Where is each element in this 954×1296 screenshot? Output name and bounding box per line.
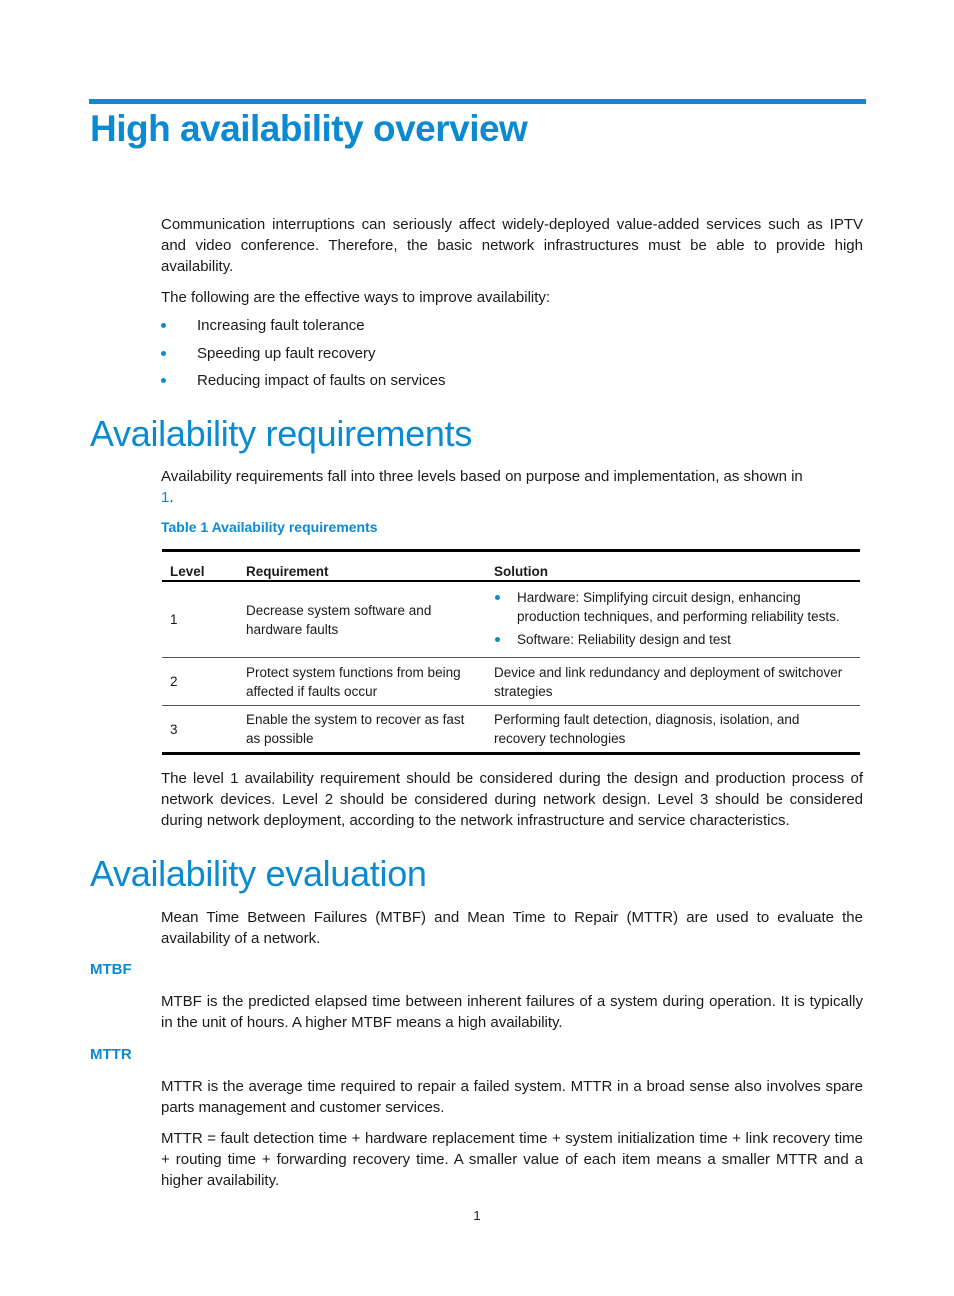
page-title: High availability overview: [90, 108, 528, 149]
mttr-paragraph: MTTR is the average time required to repair a failed system. MTTR in a broad sense also involves spare parts management and customer services.: [161, 1078, 863, 1116]
list-item: Increasing fault tolerance: [161, 315, 445, 343]
improvement-list: [161, 315, 445, 398]
bullet-icon: [495, 595, 500, 600]
requirements-table: [162, 549, 860, 755]
level-cell: 1: [162, 581, 238, 658]
bullet-icon: [495, 637, 500, 642]
mttr-heading: MTTR: [90, 1046, 132, 1063]
bullet-icon: [161, 323, 166, 328]
solution-cell: Performing fault detection, diagnosis, isolation, and recovery technologies: [486, 706, 860, 754]
list-item: Hardware: Simplifying circuit design, enhancing production techniques, and performing reliability tests.: [494, 588, 852, 626]
level-cell: 2: [162, 658, 238, 706]
section-heading-requirements: Availability requirements: [90, 413, 473, 454]
evaluation-intro: Mean Time Between Failures (MTBF) and Mean Time to Repair (MTTR) are used to evaluate the availability of a network.: [161, 909, 863, 947]
mttr-formula-paragraph: MTTR = fault detection time + hardware replacement time + system initialization time + link recovery time + routing time + forwarding recovery time. A smaller value of each item means a smaller MTTR and a higher availability.: [161, 1130, 863, 1189]
solution-cell: Device and link redundancy and deployment of switchover strategies: [486, 658, 860, 706]
title-rule: [89, 99, 866, 104]
intro-paragraph: Communication interruptions can seriously affect widely-deployed value-added services such as IPTV and video conference. Therefore, the basic network infrastructures must be able to provide high availability.: [161, 216, 863, 275]
column-header-solution: Solution: [486, 551, 860, 582]
table-row: [162, 581, 860, 658]
column-header-level: Level: [162, 551, 238, 582]
bullet-icon: [161, 378, 166, 383]
intro-lead: The following are the effective ways to improve availability:: [161, 289, 551, 306]
page-number: 1: [473, 1208, 481, 1223]
level-cell: 3: [162, 706, 238, 754]
section-heading-evaluation: Availability evaluation: [90, 853, 427, 894]
table-row: [162, 706, 860, 754]
mtbf-paragraph: MTBF is the predicted elapsed time between inherent failures of a system during operation. It is typically in the unit of hours. A higher MTBF means a high availability.: [161, 993, 863, 1031]
mtbf-heading: MTBF: [90, 961, 132, 978]
requirement-cell: Decrease system software and hardware faults: [238, 581, 486, 658]
bullet-icon: [161, 351, 166, 356]
table-link[interactable]: 1: [161, 489, 170, 506]
requirement-cell: Protect system functions from being affected if faults occur: [238, 658, 486, 706]
solution-cell: [486, 581, 860, 658]
table-caption: Table 1 Availability requirements: [161, 519, 378, 535]
list-item: Software: Reliability design and test: [494, 630, 852, 649]
list-item: Speeding up fault recovery: [161, 343, 445, 371]
table-row: [162, 658, 860, 706]
list-item: Reducing impact of faults on services: [161, 370, 445, 398]
column-header-requirement: Requirement: [238, 551, 486, 582]
requirement-cell: Enable the system to recover as fast as possible: [238, 706, 486, 754]
requirements-summary: The level 1 availability requirement should be considered during the design and production process of network devices. Level 2 should be considered during network design. Level 3 should be considered during network deployment, according to the network infrastructure and service characteristics.: [161, 770, 863, 829]
requirements-intro: Availability requirements fall into three levels based on purpose and implementation, as shown in 1.: [161, 468, 803, 506]
